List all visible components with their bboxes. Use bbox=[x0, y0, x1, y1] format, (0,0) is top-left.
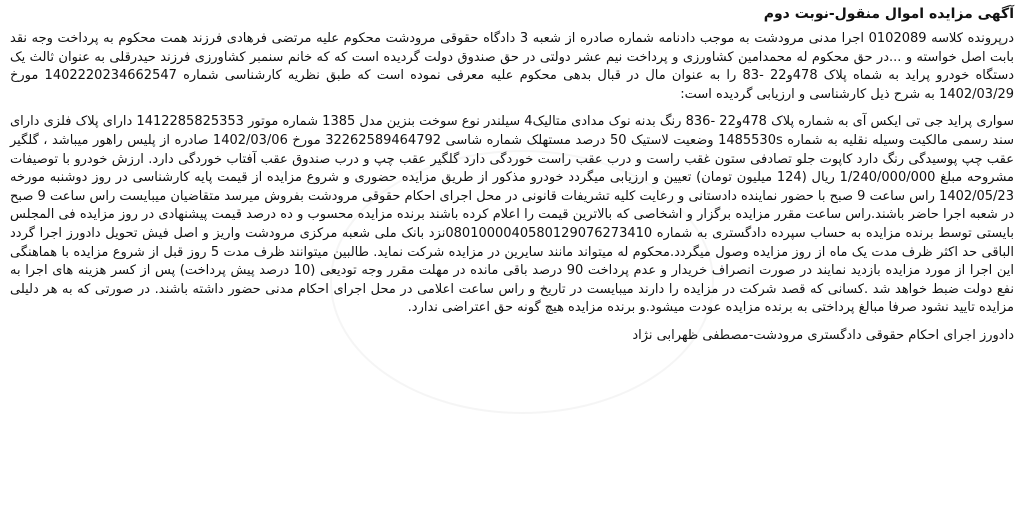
notice-paragraph-auction-details: سواری پراید جی تی ایکس آی به شماره پلاک 478و22 -836 رنگ بدنه نوک مدادی متالیک4 سیلندر نوع سوخت بنزین مدل 1385 شماره موتور 1412285825353 دارای پلاک فلزی دارای سند رسمی مالکیت وسیله نقلیه به شماره 1485530s وضعیت لاستیک 50 درصد مستهلک شماره شاسی 32262589464792 مورخ 1402/03/06 صادره از پلیس راهور میباشد ، گلگیر عقب چپ پوسیدگی رنگ دارد کاپوت جلو تصادفی ستون غقب راست و درب عقب راست خوردگی دارد گلگیر عقب چپ و درب صندوق عقب آفتاب خوردگی دارد. ارزش خودرو با توصیفات مشروحه مبلغ 1/240/000/000 ریال (124 میلیون تومان) تعیین و ارزیابی میگردد خودرو مذکور از طریق مزایده حضوری و شروع مزایده از قیمت پایه کارشناسی در روز دوشنبه مورخه 1402/05/23 راس ساعت 9 صبح با حضور نماینده دادستانی و رعایت کلیه تشریفات قانونی در محل اجرای احکام حقوقی مرودشت بفروش میرسد متقاضیان میبایست راس ساعت 9 صبح در شعبه اجرا حاضر باشند.راس ساعت مقرر مزایده برگزار و اشخاصی که بالاترین قیمت را اعلام کرده باشند برنده مزایده محسوب و ده درصد قیمت پیشنهادی در روز مزایده فی المجلس بایستی توسط برنده مزایده به حساب سپرده دادگستری به شماره 0801000040580129076273410نزد بانک ملی شعبه مرکزی مرودشت واریز و اصل فیش تحویل دادورز اجرا گردد الباقی حد اکثر ظرف مدت یک ماه از روز مزایده وصول میگردد.محکوم له میتواند مانند سایرین در مزایده شرکت نماید. طالبین میتوانند ظرف مدت 5 روز قبل از شروع مزایده با هماهنگی این اجرا از مورد مزایده بازدید نمایند در صورت انصراف خریدار و عدم پرداخت 90 درصد باقی مانده در مهلت مقرر وجه تودیعی (10 درصد پیش پرداخت) پس از کسر هزینه های اجرا به نفع دولت ضبط خواهد شد .کسانی که قصد شرکت در مزایده را دارند میبایست در تاریخ و راس ساعت اعلامی در محل اجرای احکام مدنی حضور داشته باشند. در صورتی که به هر دلیلی مزایده تایید نشود صرفا مبالغ پرداختی به برنده مزایده عودت میشود.و برنده مزایده هیچ گونه حق اعتراضی ندارد. bbox=[10, 114, 1015, 316]
notice-paragraph-case: درپرونده کلاسه 0102089 اجرا مدنی مرودشت به موجب دادنامه شماره صادره از شعبه 3 دادگاه حقوقی مرودشت محکوم علیه مرتضی فرهادی فرزند همت محکوم به پرداخت وجه نقد بابت اصل خواسته و ...در حق محکوم له محمدامین کشاورزی و پرداخت نیم عشر دولتی در حق صندوق دولت گردیده است که که خانم سنمبر کشاورزی فرزند حیدرقلی به عنوان ثالث یک دستگاه خودرو پراید به شماه پلاک 478و22 -83 را به عنوان مال در قبال بدهی محکوم علیه معرفی نموده است که طبق نظریه کارشناسی شماره 1402220234662547 مورخ 1402/03/29 به شرح ذیل کارشناسی و ارزیابی گردیده است: bbox=[10, 31, 1014, 102]
notice-signature: دادورز اجرای احکام حقوقی دادگستری مرودشت-مصطفی ظهرابی نژاد bbox=[632, 327, 1014, 343]
notice-title: آگهی مزایده اموال منقول-نوبت دوم bbox=[763, 6, 1014, 22]
